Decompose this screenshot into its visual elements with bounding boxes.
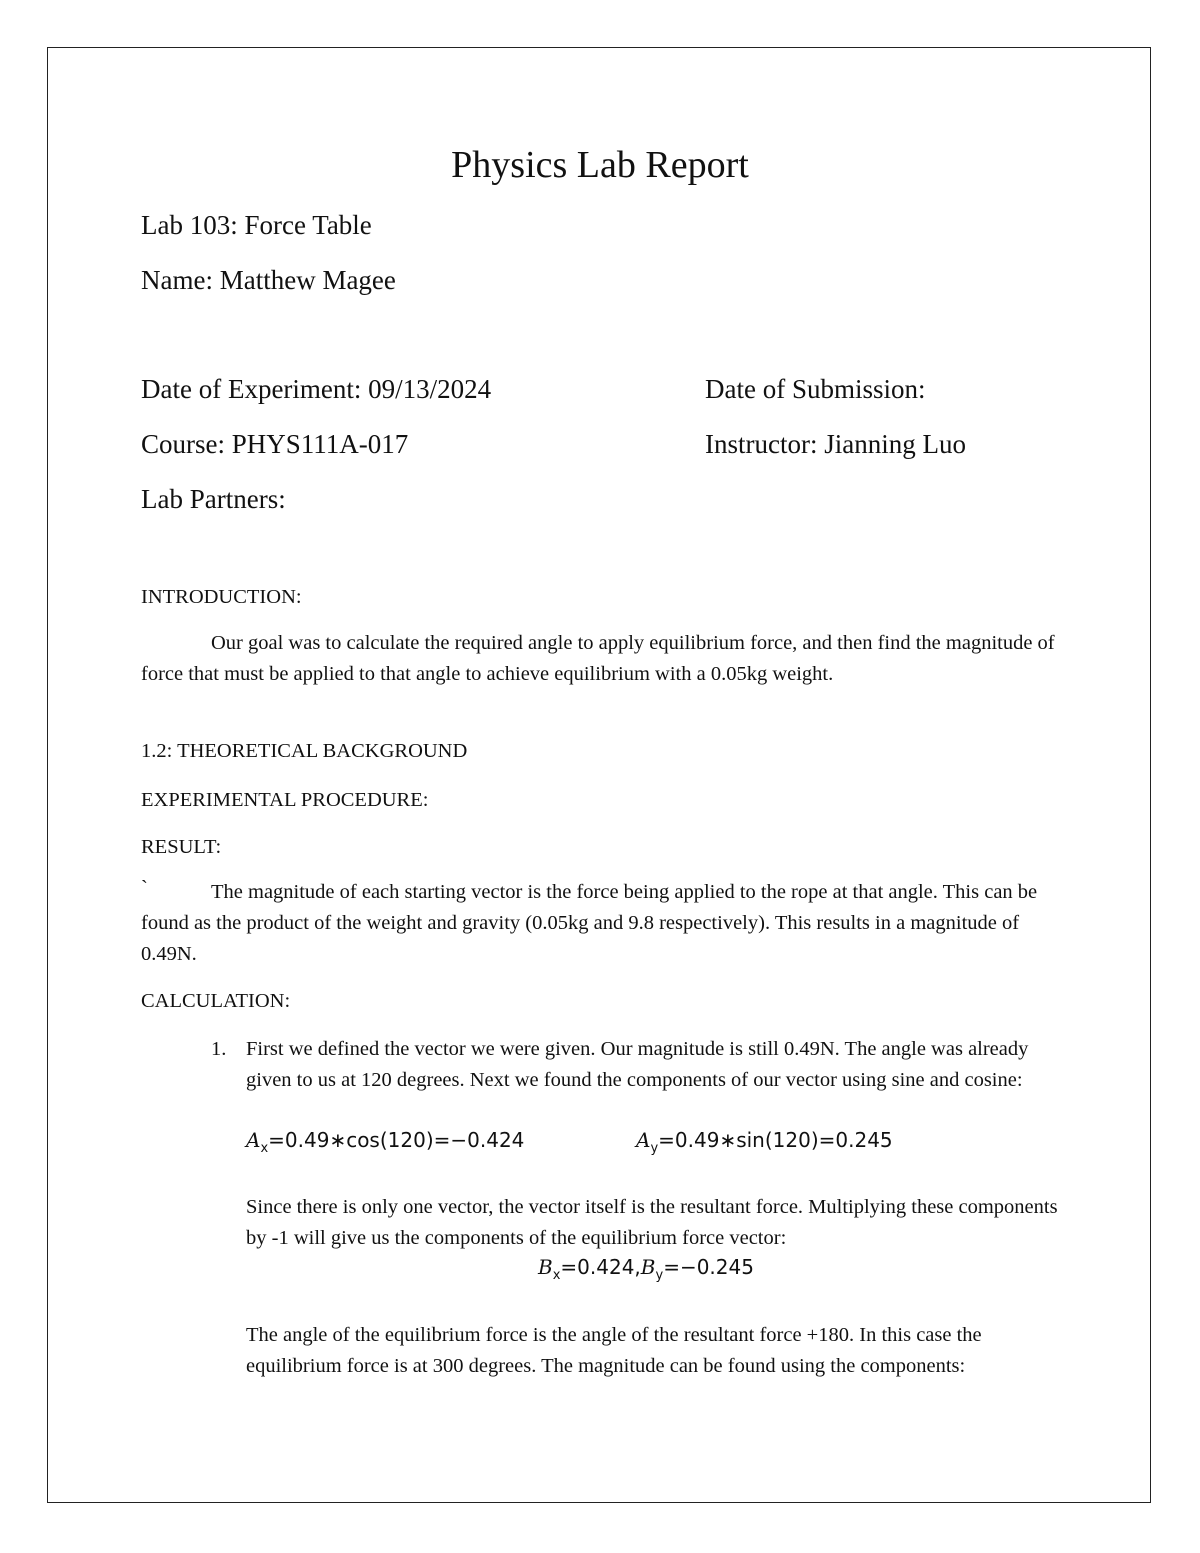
page-title: Physics Lab Report (451, 144, 749, 186)
student-name: Name: Matthew Magee (141, 265, 396, 295)
equilibrium-angle-paragraph: The angle of the equilibrium force is the angle of the resultant force +180. In this case the equilibrium force is at 300 degrees. The magnitude can be found using the components: (246, 1324, 982, 1377)
bx-expr: =0.424, (560, 1255, 641, 1279)
resultant-paragraph: Since there is only one vector, the vector itself is the resultant force. Multiplying these components by -1 will give us the components of the equilibrium force vector: (246, 1196, 1058, 1249)
result-heading: RESULT: (141, 836, 222, 858)
result-text: The magnitude of each starting vector is the force being applied to the rope at that angle. This can be found as the product of the weight and gravity (0.05kg and 9.8 respectively). This results in a magnitude of 0.49N. (141, 881, 1038, 965)
introduction-heading: INTRODUCTION: (141, 586, 302, 608)
equation-ay (636, 1128, 893, 1156)
lab-partners: Lab Partners: (141, 484, 286, 514)
calculation-step-text: First we defined the vector we were given. Our magnitude is still 0.49N. The angle was already given to us at 120 degrees. Next we found the components of our vector using sine and cosine: (246, 1038, 1029, 1091)
introduction-text: Our goal was to calculate the required angle to apply equilibrium force, and then find the magnitude of force that must be applied to that angle to achieve equilibrium with a 0.05kg weight. (141, 632, 1055, 685)
list-item-number: 1. (211, 1038, 227, 1060)
equation-b-components (538, 1255, 754, 1283)
ax-expr: =0.49∗cos(120)=−0.424 (268, 1128, 525, 1152)
by-sub: y (655, 1268, 664, 1283)
ax-var: A (246, 1128, 261, 1152)
bx-var: B (538, 1255, 553, 1279)
by-var: B (640, 1255, 656, 1279)
ay-sub: y (650, 1141, 659, 1156)
by-expr: =−0.245 (663, 1255, 754, 1279)
ay-expr: =0.49∗sin(120)=0.245 (658, 1128, 893, 1152)
procedure-heading: EXPERIMENTAL PROCEDURE: (141, 789, 429, 811)
result-tick: ` (141, 877, 148, 899)
ax-sub: x (260, 1141, 269, 1156)
equation-ax (246, 1128, 524, 1156)
instructor: Instructor: Jianning Luo (705, 429, 966, 459)
lab-title: Lab 103: Force Table (141, 210, 372, 240)
course: Course: PHYS111A-017 (141, 429, 409, 459)
ay-var: A (636, 1128, 651, 1152)
date-of-experiment: Date of Experiment: 09/13/2024 (141, 374, 492, 404)
theory-heading: 1.2: THEORETICAL BACKGROUND (141, 740, 468, 762)
date-of-submission: Date of Submission: (705, 374, 926, 404)
calculation-heading: CALCULATION: (141, 990, 291, 1012)
bx-sub: x (552, 1268, 561, 1283)
